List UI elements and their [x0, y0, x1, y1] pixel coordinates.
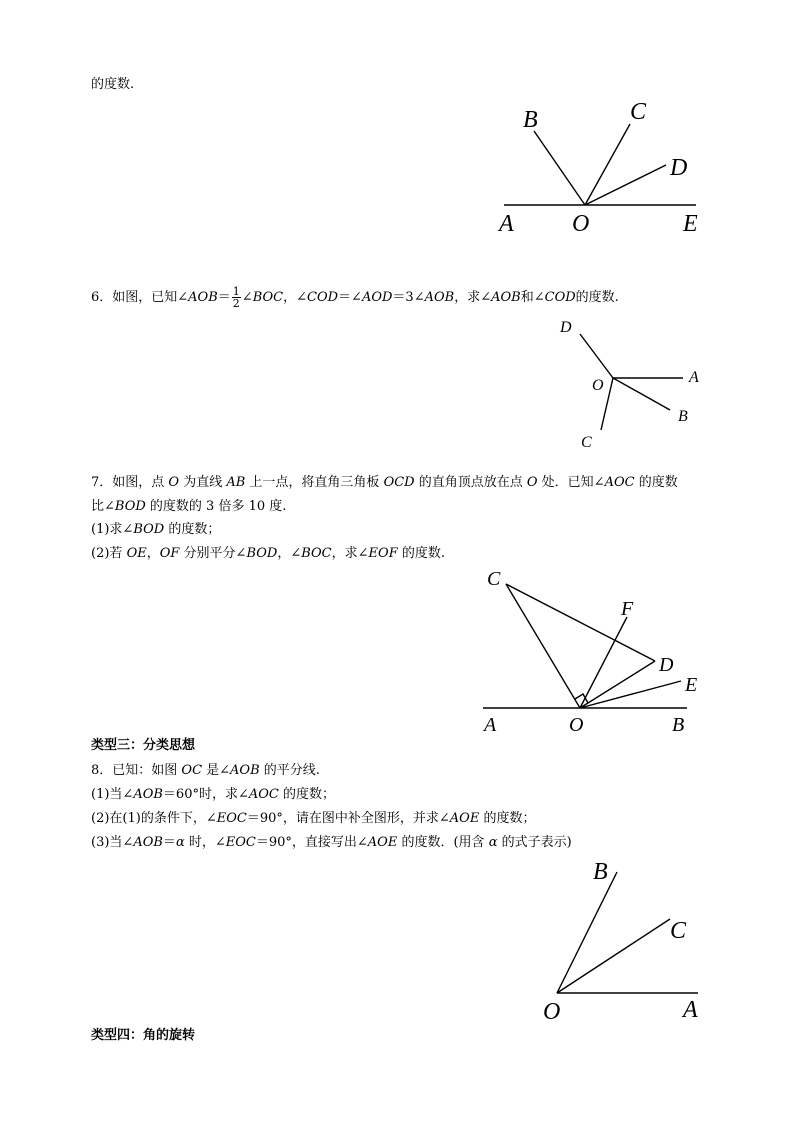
label-B: B: [678, 408, 688, 425]
label-B: B: [523, 107, 538, 133]
label-D: D: [670, 155, 688, 181]
question-8-sub3: (3)当∠AOB＝α 时，∠EOC＝90°，直接写出∠AOE 的度数．(用含 α 的式子表示): [91, 835, 572, 850]
question-8-sub2: (2)在(1)的条件下，∠EOC＝90°，请在图中补全图形，并求∠AOE 的度数；: [91, 811, 536, 826]
question-8-line1: 8．已知：如图 OC 是∠AOB 的平分线.: [91, 763, 320, 778]
ray-OF: [580, 617, 627, 708]
ray-OD: [585, 165, 666, 205]
label-O: O: [543, 999, 561, 1025]
label-C: C: [487, 568, 501, 590]
label-B: B: [672, 714, 685, 736]
figure-1: [490, 95, 710, 245]
question-6: 6．如图，已知∠AOB＝ $\frac{1}{2}$ ∠BOC，∠COD＝∠AOD＝3∠AOB，求∠AOB和∠COD的度数.: [91, 285, 619, 310]
label-O: O: [572, 211, 590, 237]
ray-OC: [585, 124, 630, 205]
question-7-line2: 比∠BOD 的度数的 3 倍多 10 度.: [91, 499, 287, 514]
label-D: D: [659, 654, 674, 676]
label-C: C: [630, 99, 647, 125]
figure-4: [535, 855, 715, 1025]
section-heading-type3: 类型三：分类思想: [91, 738, 196, 753]
label-A: A: [499, 211, 514, 237]
figure-3: [475, 565, 715, 740]
ray-OD: [580, 334, 613, 378]
side-OD: [580, 661, 655, 708]
label-E: E: [685, 674, 698, 696]
ray-OC: [557, 919, 670, 993]
ray-OB: [613, 378, 670, 410]
label-A: A: [484, 714, 497, 736]
label-D: D: [560, 319, 572, 336]
text-line: 的度数.: [91, 77, 135, 92]
fraction-half: $\frac{1}{2}$: [232, 285, 240, 310]
question-7-sub2: (2)若 OE，OF 分别平分∠BOD，∠BOC，求∠EOF 的度数.: [91, 546, 445, 561]
label-E: E: [683, 211, 698, 237]
figure-2: [555, 312, 715, 452]
label-F: F: [621, 598, 634, 620]
label-O: O: [569, 714, 584, 736]
question-7-sub1: (1)求∠BOD 的度数；: [91, 522, 221, 537]
label-A: A: [683, 997, 698, 1023]
ray-OE: [580, 681, 681, 708]
label-O: O: [592, 377, 604, 394]
question-7-line1: 7．如图，点 O 为直线 AB 上一点，将直角三角板 OCD 的直角顶点放在点 O 处．已知∠AOC 的度数: [91, 475, 678, 490]
label-B: B: [593, 859, 608, 885]
section-heading-type4: 类型四：角的旋转: [91, 1028, 196, 1043]
ray-OB: [557, 872, 617, 993]
ray-OB: [534, 131, 585, 205]
question-8-sub1: (1)当∠AOB＝60°时，求∠AOC 的度数；: [91, 787, 335, 802]
label-C: C: [670, 918, 687, 944]
label-A: A: [689, 369, 699, 386]
label-C: C: [581, 434, 592, 451]
